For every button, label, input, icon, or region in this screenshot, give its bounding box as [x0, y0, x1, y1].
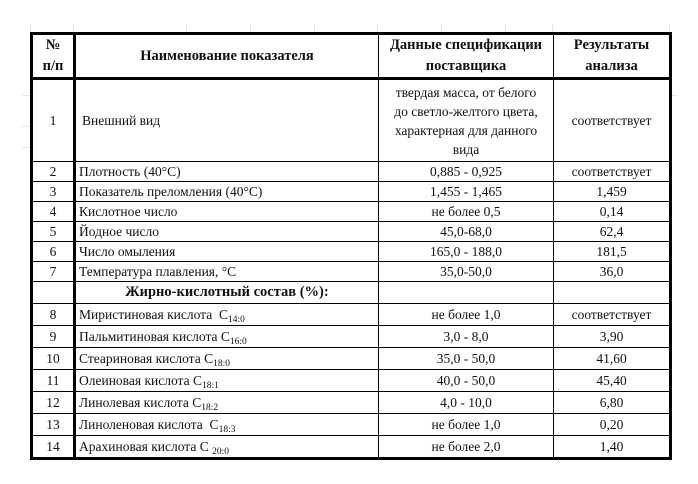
table-row — [32, 202, 671, 222]
row-name: Показатель преломления (40°С) — [75, 182, 379, 202]
row-result: соответствует — [554, 79, 671, 162]
acid-name: Миристиновая кислота С — [79, 307, 228, 322]
table-row — [32, 370, 671, 392]
background-gridline — [186, 24, 187, 32]
row-result: 0,20 — [554, 414, 671, 436]
row-number: 4 — [32, 202, 75, 222]
background-gridline — [377, 24, 378, 32]
row-spec: не более 1,0 — [379, 304, 554, 326]
section-row — [32, 282, 671, 304]
row-result: 1,40 — [554, 436, 671, 459]
background-gridline — [22, 95, 30, 96]
row-result: 3,90 — [554, 326, 671, 348]
analysis-table — [30, 32, 672, 460]
row-number: 1 — [32, 79, 75, 162]
row-spec: 4,0 - 10,0 — [379, 392, 554, 414]
section-spec-empty — [379, 282, 554, 304]
row-result: 41,60 — [554, 348, 671, 370]
background-gridline — [505, 24, 506, 32]
section-number-empty — [32, 282, 75, 304]
row-number: 12 — [32, 392, 75, 414]
row-result: 0,14 — [554, 202, 671, 222]
header-number-line1: № — [45, 37, 61, 53]
row-name: Число омыления — [75, 242, 379, 262]
acid-formula-subscript: 18:2 — [201, 403, 219, 413]
acid-name: Стеариновая кислота С — [79, 351, 214, 366]
row-result: 62,4 — [554, 222, 671, 242]
row-spec: 40,0 - 50,0 — [379, 370, 554, 392]
row-result: 45,40 — [554, 370, 671, 392]
row-result: 6,80 — [554, 392, 671, 414]
header-number-line2: п/п — [42, 58, 64, 74]
table-row — [32, 392, 671, 414]
background-gridline — [441, 24, 442, 32]
row-number: 3 — [32, 182, 75, 202]
acid-name: Линоленовая кислота С — [79, 417, 219, 432]
row-number: 14 — [32, 436, 75, 459]
table-row — [32, 262, 671, 282]
row-name — [75, 436, 379, 459]
row-name — [75, 414, 379, 436]
acid-formula-subscript: 18:1 — [201, 381, 219, 391]
row-spec-line: до светло-желтого цвета, — [394, 103, 538, 119]
header-spec-line2: поставщика — [425, 58, 507, 74]
row-result: 36,0 — [554, 262, 671, 282]
row-name: Йодное число — [75, 222, 379, 242]
row-spec: не более 1,0 — [379, 414, 554, 436]
row-spec: 165,0 - 188,0 — [379, 242, 554, 262]
background-gridline — [22, 126, 30, 127]
table-row — [32, 242, 671, 262]
table-row — [32, 348, 671, 370]
header-result — [554, 34, 671, 79]
acid-formula-subscript: 20:0 — [212, 447, 229, 457]
row-spec-line: твердая масса, от белого — [395, 84, 537, 100]
row-spec: 35,0 - 50,0 — [379, 348, 554, 370]
section-result-empty — [554, 282, 671, 304]
row-result: 1,459 — [554, 182, 671, 202]
table-row — [32, 436, 671, 459]
row-name — [75, 370, 379, 392]
background-gridline — [73, 24, 74, 32]
row-name — [75, 304, 379, 326]
background-gridline — [22, 147, 30, 148]
table-row — [32, 222, 671, 242]
row-spec — [379, 79, 554, 162]
header-number — [32, 34, 75, 79]
row-name: Температура плавления, °С — [75, 262, 379, 282]
row-name — [75, 348, 379, 370]
row-result: соответствует — [554, 304, 671, 326]
header-spec — [379, 34, 554, 79]
acid-name: Олеиновая кислота С — [79, 373, 202, 388]
row-number: 7 — [32, 262, 75, 282]
row-number: 13 — [32, 414, 75, 436]
row-spec: 3,0 - 8,0 — [379, 326, 554, 348]
row-number: 11 — [32, 370, 75, 392]
row-number: 2 — [32, 162, 75, 182]
background-gridline — [552, 24, 553, 32]
table-row — [32, 79, 671, 162]
acid-formula-subscript: 18:3 — [218, 425, 236, 435]
row-name — [75, 392, 379, 414]
background-gridline — [669, 24, 670, 32]
table-row — [32, 304, 671, 326]
row-name — [75, 326, 379, 348]
row-spec: 35,0-50,0 — [379, 262, 554, 282]
table-row — [32, 414, 671, 436]
row-number: 9 — [32, 326, 75, 348]
row-spec-line: вида — [452, 141, 480, 157]
row-name: Кислотное число — [75, 202, 379, 222]
row-name: Плотность (40°С) — [75, 162, 379, 182]
acid-formula-subscript: 16:0 — [229, 337, 247, 347]
header-result-line2: анализа — [585, 58, 638, 74]
row-name: Внешний вид — [75, 79, 379, 162]
table-header-row — [32, 34, 671, 79]
row-spec: не более 0,5 — [379, 202, 554, 222]
acid-formula-subscript: 14:0 — [227, 315, 245, 325]
header-result-line1: Результаты — [573, 37, 650, 53]
table-row — [32, 162, 671, 182]
row-number: 8 — [32, 304, 75, 326]
row-result: 181,5 — [554, 242, 671, 262]
row-spec: не более 2,0 — [379, 436, 554, 459]
row-result: соответствует — [554, 162, 671, 182]
background-gridline — [250, 24, 251, 32]
acid-name: Линолевая кислота С — [79, 395, 202, 410]
row-number: 6 — [32, 242, 75, 262]
row-spec: 0,885 - 0,925 — [379, 162, 554, 182]
header-name: Наименование показателя — [75, 34, 379, 79]
acid-name: Арахиновая кислота С — [79, 439, 213, 454]
row-number: 5 — [32, 222, 75, 242]
row-number: 10 — [32, 348, 75, 370]
background-gridline — [30, 24, 31, 32]
acid-name: Пальмитиновая кислота С — [79, 329, 230, 344]
row-spec: 1,455 - 1,465 — [379, 182, 554, 202]
background-gridline — [314, 24, 315, 32]
row-spec: 45,0-68,0 — [379, 222, 554, 242]
row-spec-line: характерная для данного — [394, 122, 538, 138]
section-title: Жирно-кислотный состав (%): — [75, 282, 379, 304]
header-spec-line1: Данные спецификации — [389, 37, 543, 53]
table-row — [32, 182, 671, 202]
acid-formula-subscript: 18:0 — [213, 359, 231, 369]
table-row — [32, 326, 671, 348]
